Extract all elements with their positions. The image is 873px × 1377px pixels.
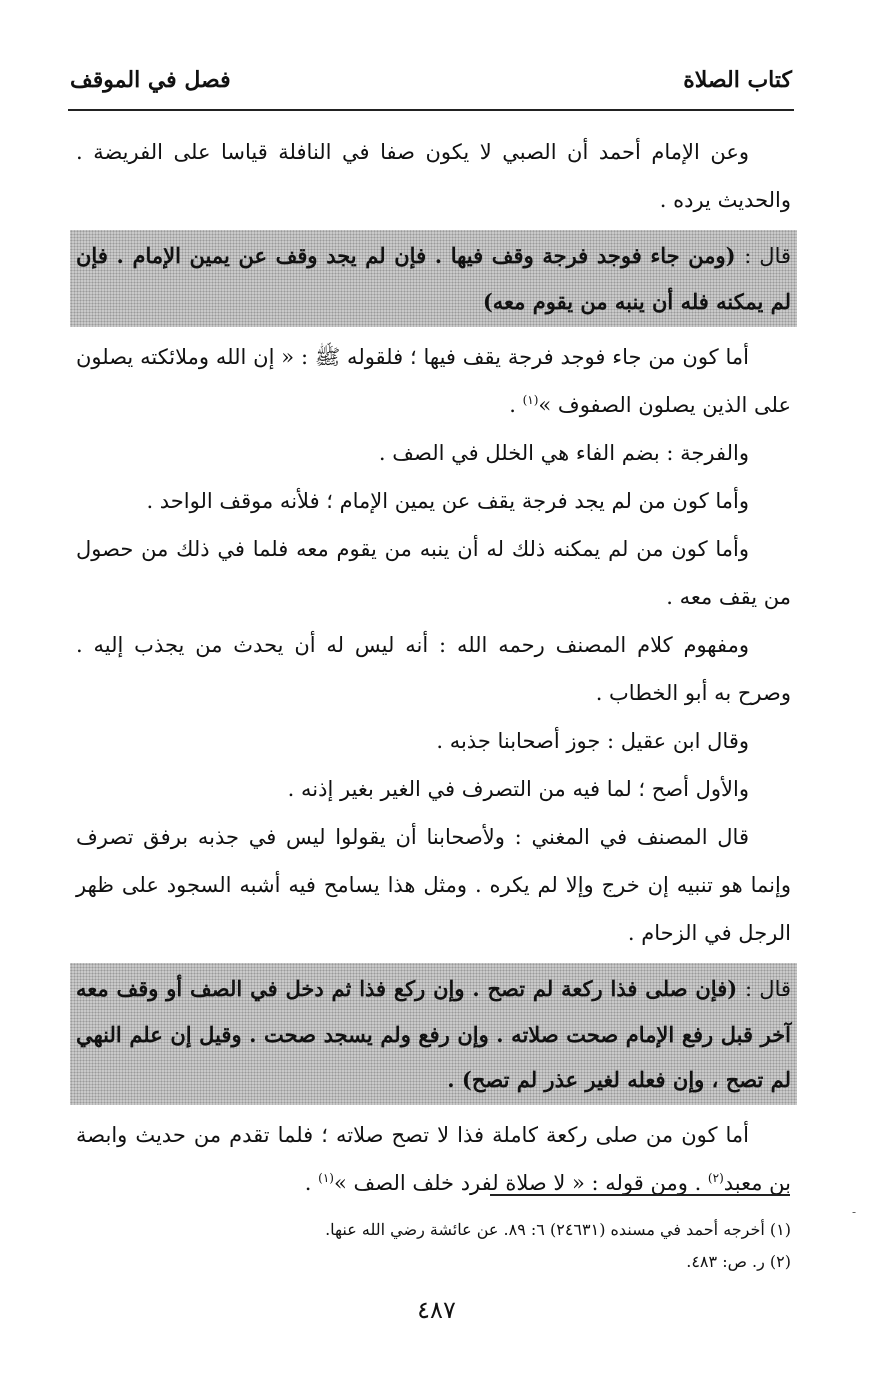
paragraph-6: ومفهوم كلام المصنف رحمه الله : أنه ليس له أن يحدث من يجذب إليه . وصرح به أبو الخطاب .: [76, 633, 791, 705]
quote-text: (فإن صلى فذا ركعة لم تصح . وإن ركع فذا ثم دخل في الصف أو وقف معه آخر قبل رفع الإمام صحت صلاته . وإن رفع ولم يسجد صحت . وقيل إن علم النهي لم تصح ، وإن فعله لغير عذر لم تصح) .: [76, 976, 791, 1092]
footnote-ref-1b[interactable]: (١): [318, 1171, 334, 1185]
quote-text: (ومن جاء فوجد فرجة وقف فيها . فإن لم يجد وقف عن يمين الإمام . فإن لم يمكنه فله أن ينبه من يقوم معه): [76, 243, 791, 314]
paragraph-8: والأول أصح ؛ لما فيه من التصرف في الغير بغير إذنه .: [287, 777, 749, 801]
running-header: [70, 60, 792, 100]
paragraph-2-text: أما كون من جاء فوجد فرجة يقف فيها ؛ فلقوله ﷺ : « إن الله وملائكته يصلون على الذين يصلون الصفوف »: [76, 345, 791, 417]
paragraph-9: قال المصنف في المغني : ولأصحابنا أن يقولوا ليس في جذبه برفق تصرف وإنما هو تنبيه إن خرج وإلا لم يكره . ومثل هذا يسامح فيه أشبه السجود على ظهر الرجل في الزحام .: [76, 825, 791, 945]
paragraph-7: وقال ابن عقيل : جوز أصحابنا جذبه .: [436, 729, 749, 753]
paragraph-10-end: .: [304, 1171, 319, 1195]
paragraph-10: [76, 1111, 791, 1207]
footnotes: [76, 1214, 791, 1278]
paragraph-2-end: .: [509, 393, 523, 417]
paragraph-10-text: أما كون من صلى ركعة كاملة فذا لا تصح صلاته ؛ فلما تقدم من حديث وابصة بن معبد: [76, 1123, 791, 1195]
footnote-1: (١) أخرجه أحمد في مسنده (٢٤٦٣١) ٦: ٨٩. عن عائشة رضي الله عنها.: [325, 1220, 791, 1239]
book-title: كتاب الصلاة: [683, 67, 792, 93]
section-title: فصل في الموقف: [70, 67, 231, 93]
page-number: ٤٨٧: [417, 1296, 456, 1324]
paragraph-4: وأما كون من لم يجد فرجة يقف عن يمين الإمام ؛ فلأنه موقف الواحد .: [146, 489, 749, 513]
paragraph-5: وأما كون من لم يمكنه ذلك له أن ينبه من يقوم معه فلما في ذلك من حصول من يقف معه .: [76, 537, 791, 609]
footnote-rule: [490, 1194, 790, 1196]
footnote-2: (٢) ر. ص: ٤٨٣.: [686, 1252, 791, 1271]
matn-quote-1: [70, 230, 797, 327]
footnote-ref-1[interactable]: (١): [522, 393, 539, 407]
footnote-ref-2[interactable]: (٢): [707, 1171, 724, 1185]
quote-lead: قال :: [744, 244, 792, 268]
quote-lead: قال :: [745, 977, 792, 1001]
paragraph-1: وعن الإمام أحمد أن الصبي لا يكون صفا في النافلة قياسا على الفريضة . والحديث يرده .: [76, 140, 791, 212]
paragraph-3: والفرجة : بضم الفاء هي الخلل في الصف .: [378, 441, 749, 465]
matn-quote-2: [70, 963, 797, 1105]
main-text: [76, 128, 791, 1207]
paragraph-2: [76, 333, 791, 429]
paragraph-10-middle: . ومن قوله : « لا صلاة لفرد خلف الصف »: [333, 1171, 708, 1195]
edge-mark: -: [852, 1205, 857, 1219]
header-rule: [68, 109, 794, 111]
